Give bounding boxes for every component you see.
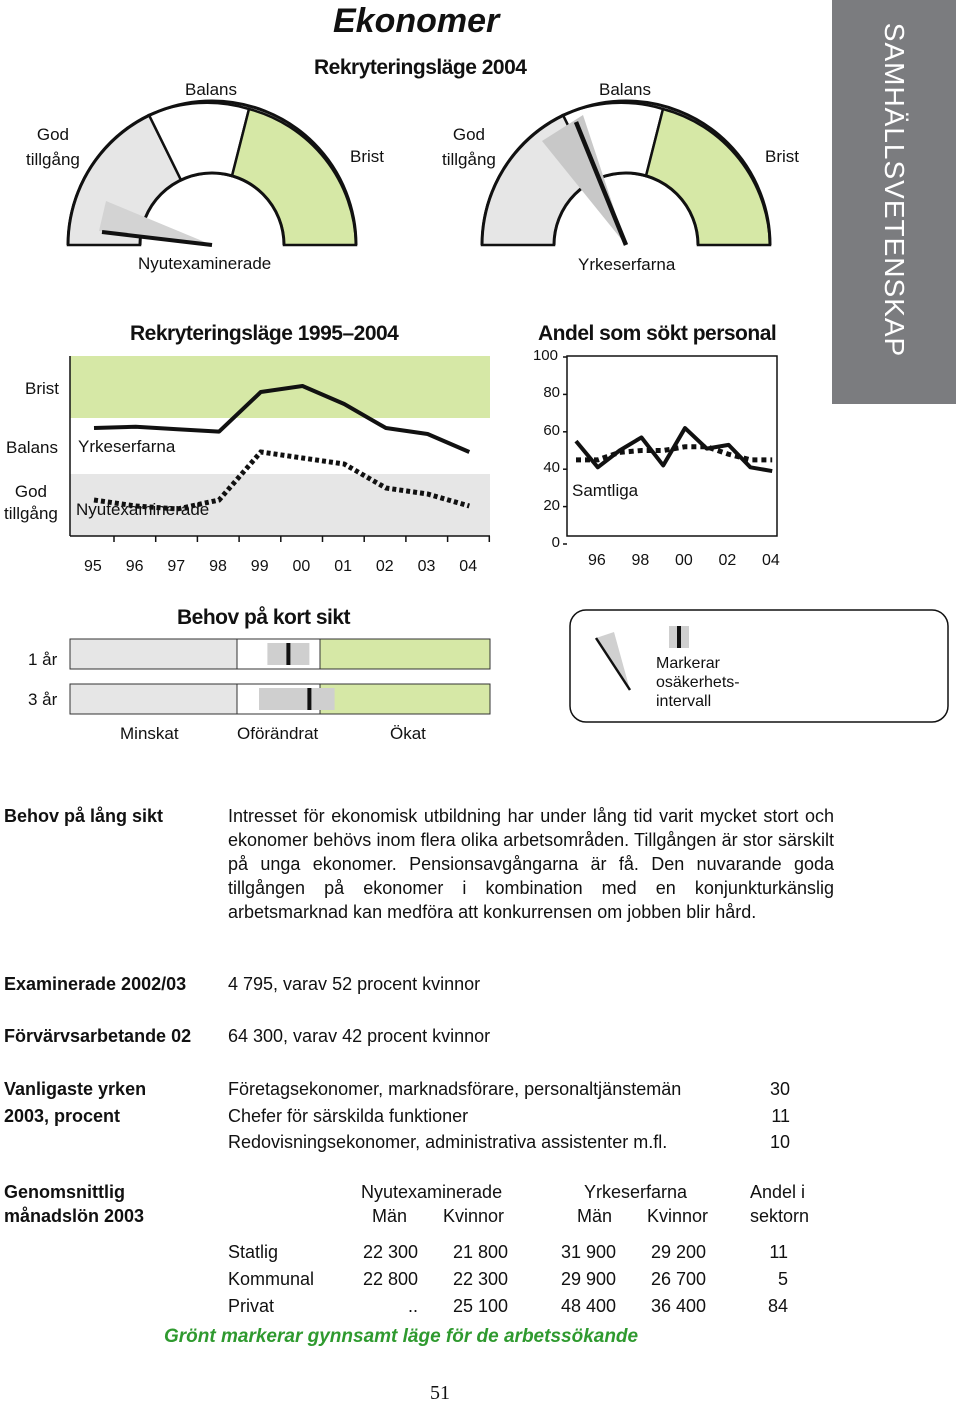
x-tick-label: 02: [718, 552, 737, 569]
zone-label-good: God tillgång: [4, 482, 58, 523]
x-tick-label: 98: [631, 552, 650, 569]
behov-lang-label: Behov på lång sikt: [4, 806, 164, 826]
interval-band: [259, 688, 335, 710]
gauge-right: [482, 101, 770, 245]
series-label-yrkeserfarna: Yrkeserfarna: [78, 437, 176, 456]
x-tick-label: 04: [459, 558, 478, 575]
salary-cell: 11: [769, 1242, 788, 1262]
gauge-left-good: God tillgång: [26, 125, 80, 169]
x-tick-label: 96: [588, 552, 606, 569]
salary-cell: ..: [407, 1296, 418, 1316]
share-chart-title: Andel som sökt personal: [538, 322, 777, 345]
salary-cell: 26 700: [650, 1269, 706, 1289]
salary-cell: 48 400: [560, 1296, 616, 1316]
salary-label-2: månadslön 2003: [4, 1206, 145, 1226]
yrke-pct-1: 30: [769, 1079, 790, 1099]
salary-cell: 22 800: [362, 1269, 418, 1289]
gauge-right-good: God tillgång: [442, 125, 496, 169]
salary-col-man-1: Män: [372, 1206, 408, 1226]
forvarvs-label: Förvärvsarbetande 02: [4, 1026, 192, 1046]
x-tick-label: 95: [84, 558, 102, 575]
yrken-label-2: 2003, procent: [4, 1106, 121, 1126]
yrke-pct-2: 11: [771, 1106, 790, 1126]
gauge-right-shortage: Brist: [765, 147, 799, 166]
share-chart: [563, 356, 777, 544]
salary-cell: 36 400: [650, 1296, 706, 1316]
yrke-name-3: Redovisningsekonomer, administrativa assistenter m.fl.: [228, 1132, 668, 1152]
scale-oforandrat: Oförändrat: [237, 724, 319, 743]
salary-sector-privat: Privat: [228, 1296, 275, 1316]
x-tick-label: 96: [125, 558, 144, 575]
y-tick-label: 0: [551, 534, 560, 551]
scale-minskat: Minskat: [120, 724, 179, 743]
y-tick-label: 80: [543, 384, 560, 402]
salary-group-nyutex: Nyutexaminerade: [361, 1182, 503, 1202]
page-title: Ekonomer: [333, 2, 500, 40]
salary-group-andel-1: Andel i: [750, 1182, 806, 1202]
gauge-left-balance: Balans: [185, 80, 237, 99]
salary-cell: 22 300: [452, 1269, 508, 1289]
gauge-left: [68, 101, 356, 245]
gauges-title: Rekryteringsläge 2004: [314, 56, 527, 79]
legend-text: Markerar osäkerhets- intervall: [656, 655, 740, 710]
yrke-name-2: Chefer för särskilda funktioner: [228, 1106, 469, 1126]
y-tick-label: 100: [532, 347, 558, 364]
salary-label-1: Genomsnittlig: [4, 1182, 125, 1202]
yrken-label-1: Vanligaste yrken: [4, 1079, 147, 1099]
examinerade-label: Examinerade 2002/03: [4, 974, 187, 994]
y-tick-label: 20: [543, 496, 560, 514]
recruitment-chart-title: Rekryteringsläge 1995–2004: [130, 322, 399, 345]
yrke-pct-3: 10: [769, 1132, 790, 1152]
salary-col-kvinnor-2: Kvinnor: [647, 1206, 709, 1226]
salary-sector-kommunal: Kommunal: [228, 1269, 315, 1289]
x-tick-label: 01: [334, 558, 352, 575]
salary-col-kvinnor-1: Kvinnor: [443, 1206, 505, 1226]
salary-sector-statlig: Statlig: [228, 1242, 279, 1262]
green-note: Grönt markerar gynnsamt läge för de arbetssökande: [164, 1326, 639, 1347]
examinerade-value: 4 795, varav 52 procent kvinnor: [228, 974, 481, 994]
page-number: 51: [430, 1382, 450, 1404]
yrke-name-1: Företagsekonomer, marknadsförare, personaltjänstemän: [228, 1079, 682, 1099]
y-tick-label: 40: [543, 459, 560, 477]
salary-group-yrkes: Yrkeserfarna: [584, 1182, 688, 1202]
salary-cell: 29 900: [560, 1269, 616, 1289]
x-tick-label: 02: [375, 558, 394, 575]
series-label-samtliga: Samtliga: [572, 481, 639, 500]
salary-cell: 22 300: [362, 1242, 418, 1262]
x-tick-label: 03: [417, 558, 436, 575]
zone-label-shortage: Brist: [25, 379, 59, 398]
gauge-right-balance: Balans: [599, 80, 651, 99]
short-term-title: Behov på kort sikt: [177, 606, 351, 629]
x-tick-label: 97: [167, 558, 186, 575]
short-term-bars: [70, 639, 490, 714]
forvarvs-value: 64 300, varav 42 procent kvinnor: [228, 1026, 491, 1046]
x-tick-label: 00: [675, 552, 693, 569]
series-label-nyutexaminerade: Nyutexaminerade: [76, 500, 210, 519]
salary-cell: 84: [767, 1296, 788, 1316]
x-tick-label: 99: [250, 558, 269, 575]
row-label-1ar: 1 år: [28, 650, 58, 669]
gauge-right-caption: Yrkeserfarna: [578, 255, 676, 274]
x-tick-label: 04: [762, 552, 780, 569]
salary-cell: 25 100: [452, 1296, 508, 1316]
row-label-3ar: 3 år: [28, 690, 58, 709]
y-tick-label: 60: [543, 421, 560, 439]
salary-col-man-2: Män: [577, 1206, 613, 1226]
salary-cell: 31 900: [560, 1242, 616, 1262]
behov-lang-text: Intresset för ekonomisk utbildning har under lång tid varit mycket stort och ekonomer behövs inom flera olika arbetsområden. Tillgången är stor särskilt på unga ekonomer. Pensionsavgångarna är få. Den nuvarande goda tillgången på ekonomer i kombination med en konjunkturkänslig arbetsmarknad kan medföra att konkurrensen om jobben blir hård.: [228, 806, 834, 922]
salary-cell: 29 200: [650, 1242, 706, 1262]
uncertainty-legend: [570, 610, 948, 722]
gauge-left-shortage: Brist: [350, 147, 384, 166]
salary-cell: 5: [777, 1269, 788, 1289]
gauge-left-caption: Nyutexaminerade: [138, 254, 272, 273]
x-tick-label: 00: [292, 558, 311, 575]
scale-okat: Ökat: [390, 724, 426, 743]
side-label: SAMHÄLLSVETENSKAP: [879, 22, 910, 358]
salary-cell: 21 800: [452, 1242, 508, 1262]
zone-label-balance: Balans: [6, 438, 58, 457]
salary-group-andel-2: sektorn: [750, 1206, 810, 1226]
x-tick-label: 98: [209, 558, 227, 575]
